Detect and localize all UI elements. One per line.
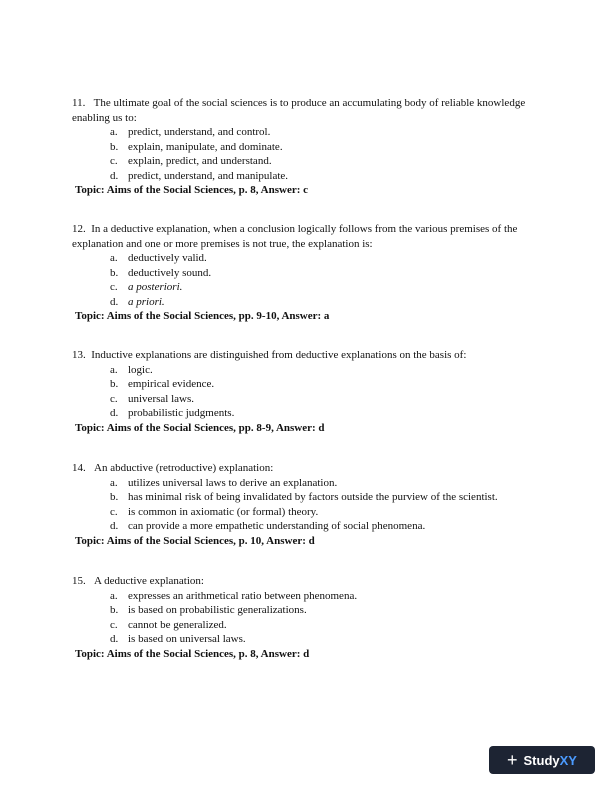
option-a: a. utilizes universal laws to derive an explanation. — [110, 476, 338, 489]
option-b: b. explain, manipulate, and dominate. — [110, 140, 283, 153]
topic-answer: Topic: Aims of the Social Sciences, pp. 9-10, Answer: a — [75, 310, 330, 322]
option-b: b. is based on probabilistic generalizations. — [110, 604, 307, 616]
question-11 — [72, 96, 542, 198]
question-text: A deductive explanation: — [94, 575, 204, 587]
logo-text-xy: XY — [559, 752, 577, 768]
question-stem — [72, 461, 542, 476]
question-15 — [72, 574, 542, 661]
logo-text-study: Study — [523, 752, 560, 768]
option-a: a. predict, understand, and control. — [110, 126, 271, 138]
question-13 — [72, 348, 542, 435]
option-a: a. logic. — [110, 363, 153, 376]
option-c: c. is common in axiomatic (or formal) theory. — [110, 505, 319, 518]
option-a: a. deductively valid. — [110, 252, 207, 264]
topic-answer: Topic: Aims of the Social Sciences, p. 10, Answer: d — [75, 534, 315, 547]
option-list — [72, 476, 542, 534]
option-list — [72, 251, 542, 309]
question-number: 12. — [72, 223, 86, 235]
question-text: In a deductive explanation, when a conclusion logically follows from the various premises of the explanation and one or more premises is not true, the explanation is: — [72, 223, 518, 250]
option-c: c. universal laws. — [110, 392, 194, 405]
option-d: d. can provide a more empathetic understanding of social phenomena. — [110, 520, 426, 532]
question-text: Inductive explanations are distinguished from deductive explanations on the basis of: — [91, 349, 467, 361]
option-b: b. deductively sound. — [110, 266, 212, 279]
question-text: An abductive (retroductive) explanation: — [94, 462, 274, 474]
option-c: c. cannot be generalized. — [110, 618, 227, 631]
option-b: b. has minimal risk of being invalidated by factors outside the purview of the scientist. — [110, 491, 498, 503]
option-d: d. is based on universal laws. — [110, 633, 246, 645]
question-14 — [72, 461, 542, 548]
option-b: b. empirical evidence. — [110, 378, 215, 390]
question-stem — [72, 348, 542, 363]
option-list — [72, 589, 542, 647]
option-c: c. explain, predict, and understand. — [110, 155, 272, 167]
question-12 — [72, 222, 542, 324]
question-stem — [72, 96, 542, 125]
plus-icon: + — [507, 749, 518, 770]
option-c: c. a posteriori. — [110, 281, 183, 293]
question-number: 14. — [72, 462, 86, 474]
question-number: 11. — [72, 97, 86, 109]
question-number: 15. — [72, 575, 86, 587]
studyxy-logo[interactable] — [489, 746, 595, 774]
question-stem — [72, 222, 542, 251]
question-number: 13. — [72, 349, 86, 361]
option-list — [72, 125, 542, 183]
topic-answer: Topic: Aims of the Social Sciences, pp. 8-9, Answer: d — [75, 421, 325, 434]
option-list — [72, 363, 542, 421]
question-stem — [72, 574, 542, 589]
topic-answer: Topic: Aims of the Social Sciences, p. 8, Answer: c — [75, 184, 309, 196]
option-d: d. a priori. — [110, 295, 165, 308]
topic-answer: Topic: Aims of the Social Sciences, p. 8, Answer: d — [75, 647, 310, 660]
option-d: d. predict, understand, and manipulate. — [110, 169, 289, 182]
option-d: d. probabilistic judgments. — [110, 407, 235, 419]
option-a: a. expresses an arithmetical ratio between phenomena. — [110, 589, 358, 602]
question-text: The ultimate goal of the social sciences is to produce an accumulating body of reliable knowledge enabling us to: — [72, 97, 526, 124]
